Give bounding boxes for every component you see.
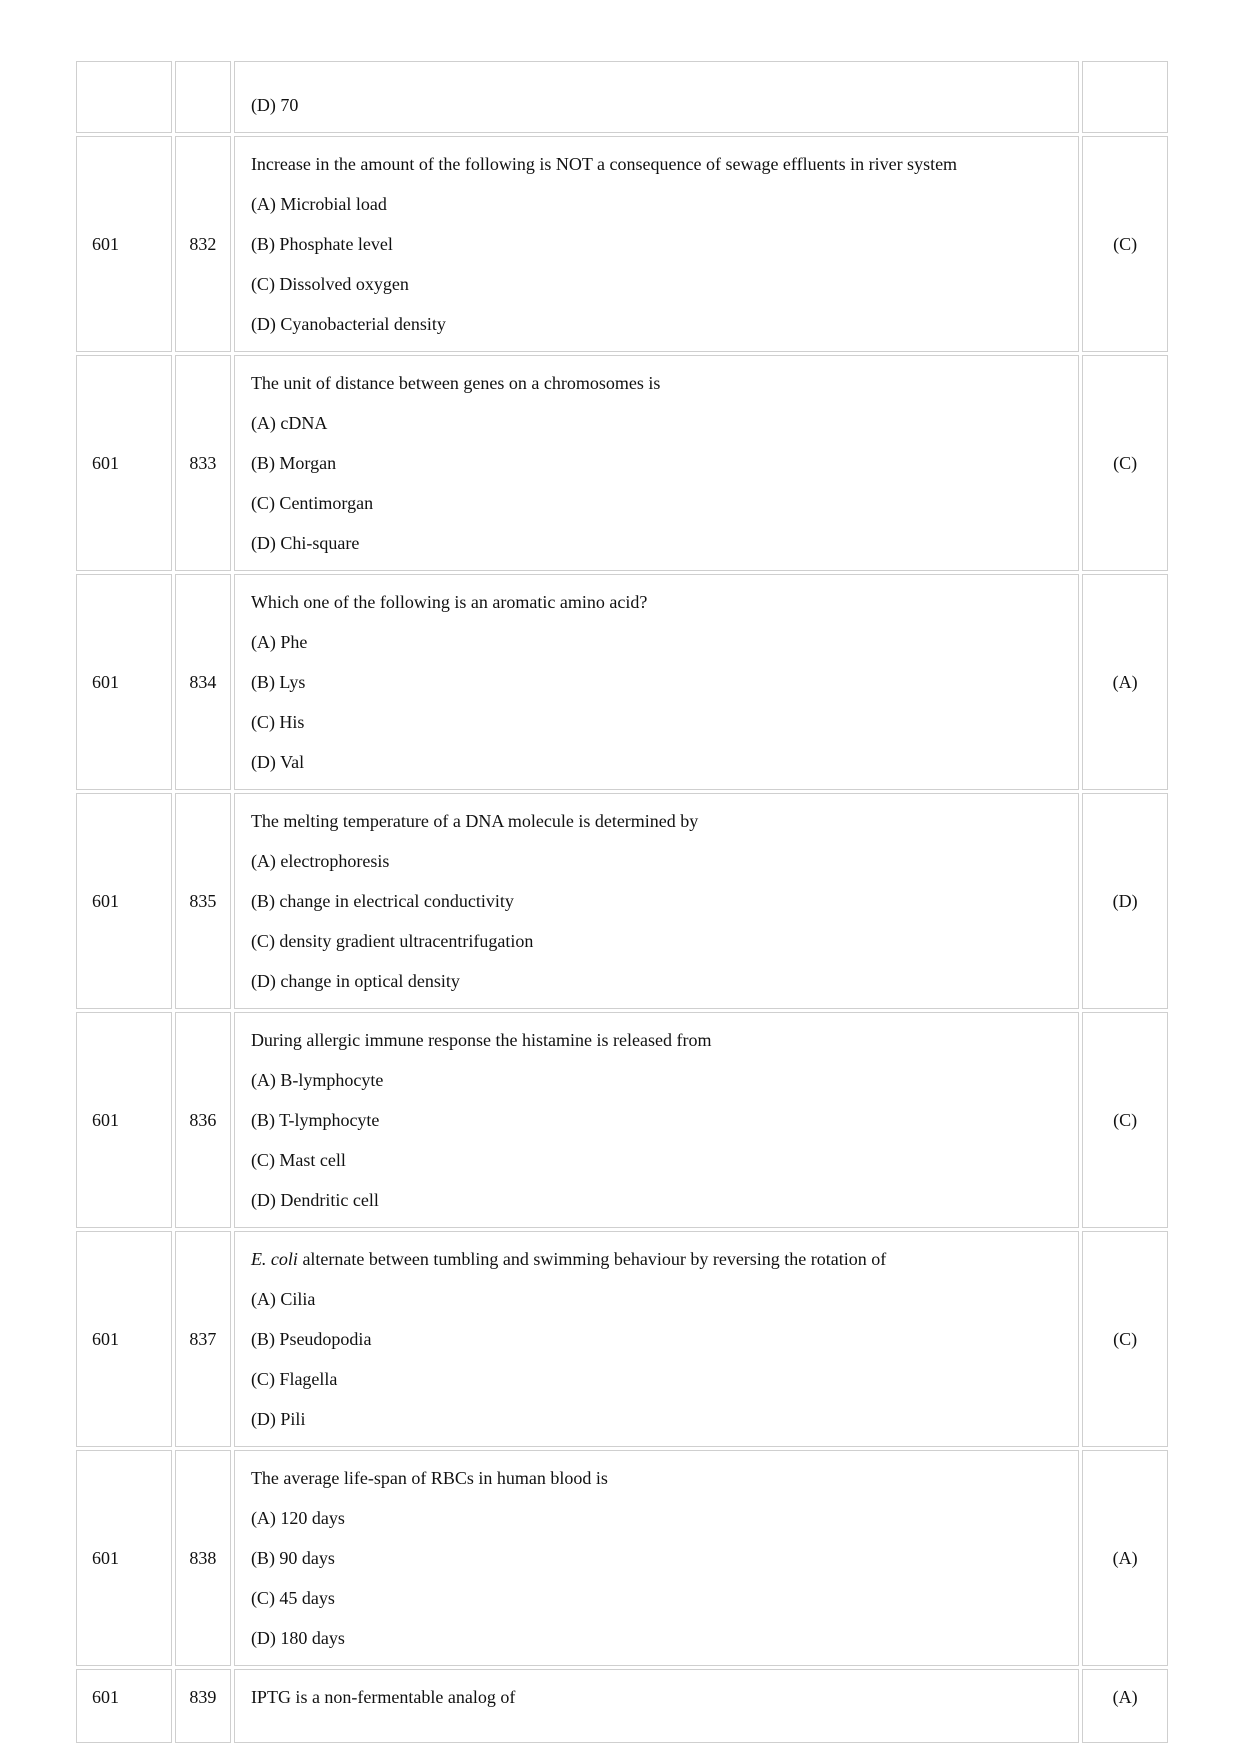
question-sheet xyxy=(73,58,1171,1707)
option-a: (A) B-lymphocyte xyxy=(250,1070,384,1090)
question-text: The average life-span of RBCs in human blood is xyxy=(250,1468,608,1488)
question-text xyxy=(251,1248,1062,1270)
option-b: (B) Lys xyxy=(250,672,306,692)
answer-cell: (D) xyxy=(1082,793,1168,1009)
question-cell xyxy=(234,574,1079,790)
answer-cell: (A) xyxy=(1082,1450,1168,1666)
question-text: Increase in the amount of the following is NOT a consequence of sewage effluents in river system xyxy=(250,154,958,174)
question-text: Which one of the following is an aromatic amino acid? xyxy=(250,592,648,612)
question-number-cell: 836 xyxy=(175,1012,231,1228)
subject-code-cell: 601 xyxy=(76,1231,172,1447)
option-d: (D) Val xyxy=(250,752,305,772)
option-c: (C) His xyxy=(250,712,305,732)
option-b: (B) 90 days xyxy=(250,1548,335,1568)
table-row xyxy=(76,1012,1168,1228)
subject-code-cell: 601 xyxy=(76,136,172,352)
table-row xyxy=(76,136,1168,352)
subject-code-cell: 601 xyxy=(76,793,172,1009)
option-b: (B) change in electrical conductivity xyxy=(250,891,514,911)
table-row xyxy=(76,1450,1168,1666)
option-d: (D) Cyanobacterial density xyxy=(250,314,446,334)
table-row xyxy=(76,574,1168,790)
option-c: (C) 45 days xyxy=(250,1588,335,1608)
subject-code-cell: 601 xyxy=(76,574,172,790)
option-a: (A) Microbial load xyxy=(250,194,387,214)
question-cell xyxy=(234,1669,1079,1743)
option-c: (C) Mast cell xyxy=(250,1150,346,1170)
answer-cell: (C) xyxy=(1082,1231,1168,1447)
question-cell xyxy=(234,61,1079,133)
option-c: (C) Flagella xyxy=(250,1369,338,1389)
option-c: (C) density gradient ultracentrifugation xyxy=(250,931,534,951)
question-text: IPTG is a non-fermentable analog of xyxy=(250,1687,516,1707)
question-number-cell: 834 xyxy=(175,574,231,790)
subject-code-cell: 601 xyxy=(76,1450,172,1666)
answer-cell: (C) xyxy=(1082,1012,1168,1228)
subject-code-cell: 601 xyxy=(76,1012,172,1228)
option-c: (C) Dissolved oxygen xyxy=(250,274,409,294)
question-cell xyxy=(234,355,1079,571)
question-number-cell: 833 xyxy=(175,355,231,571)
option-a: (A) cDNA xyxy=(250,413,328,433)
table-row xyxy=(76,61,1168,133)
subject-code-cell xyxy=(76,61,172,133)
table-row xyxy=(76,793,1168,1009)
question-text: The melting temperature of a DNA molecule is determined by xyxy=(250,811,699,831)
question-number-cell: 837 xyxy=(175,1231,231,1447)
subject-code-cell: 601 xyxy=(76,1669,172,1743)
option-b: (B) T-lymphocyte xyxy=(250,1110,380,1130)
option-d: (D) change in optical density xyxy=(250,971,460,991)
answer-cell: (C) xyxy=(1082,355,1168,571)
table-row xyxy=(76,1669,1168,1743)
question-text: During allergic immune response the histamine is released from xyxy=(250,1030,712,1050)
question-cell xyxy=(234,1231,1079,1447)
answer-cell: (C) xyxy=(1082,136,1168,352)
option-a: (A) Phe xyxy=(250,632,308,652)
question-number-cell xyxy=(175,61,231,133)
question-number-cell: 832 xyxy=(175,136,231,352)
question-text: The unit of distance between genes on a chromosomes is xyxy=(250,373,661,393)
question-cell xyxy=(234,1012,1079,1228)
option-a: (A) electrophoresis xyxy=(250,851,390,871)
question-cell xyxy=(234,793,1079,1009)
question-cell xyxy=(234,136,1079,352)
question-number-cell: 839 xyxy=(175,1669,231,1743)
question-number-cell: 838 xyxy=(175,1450,231,1666)
table-row xyxy=(76,355,1168,571)
option-b: (B) Pseudopodia xyxy=(250,1329,372,1349)
organism-name: E. coli xyxy=(250,1249,298,1269)
answer-cell xyxy=(1082,61,1168,133)
option-d: (D) Dendritic cell xyxy=(250,1190,379,1210)
option-d: (D) Pili xyxy=(250,1409,306,1429)
answer-cell: (A) xyxy=(1082,1669,1168,1743)
subject-code-cell: 601 xyxy=(76,355,172,571)
question-cell xyxy=(234,1450,1079,1666)
option-b: (B) Phosphate level xyxy=(250,234,393,254)
question-table xyxy=(73,58,1171,1746)
option-a: (A) 120 days xyxy=(250,1508,345,1528)
option-c: (C) Centimorgan xyxy=(250,493,374,513)
option-d: (D) Chi-square xyxy=(250,533,360,553)
question-text-rest: alternate between tumbling and swimming behaviour by reversing the rotation of xyxy=(302,1249,887,1269)
option-d: (D) 70 xyxy=(250,95,299,115)
table-row xyxy=(76,1231,1168,1447)
option-b: (B) Morgan xyxy=(250,453,337,473)
option-a: (A) Cilia xyxy=(250,1289,316,1309)
option-d: (D) 180 days xyxy=(250,1628,345,1648)
answer-cell: (A) xyxy=(1082,574,1168,790)
question-number-cell: 835 xyxy=(175,793,231,1009)
